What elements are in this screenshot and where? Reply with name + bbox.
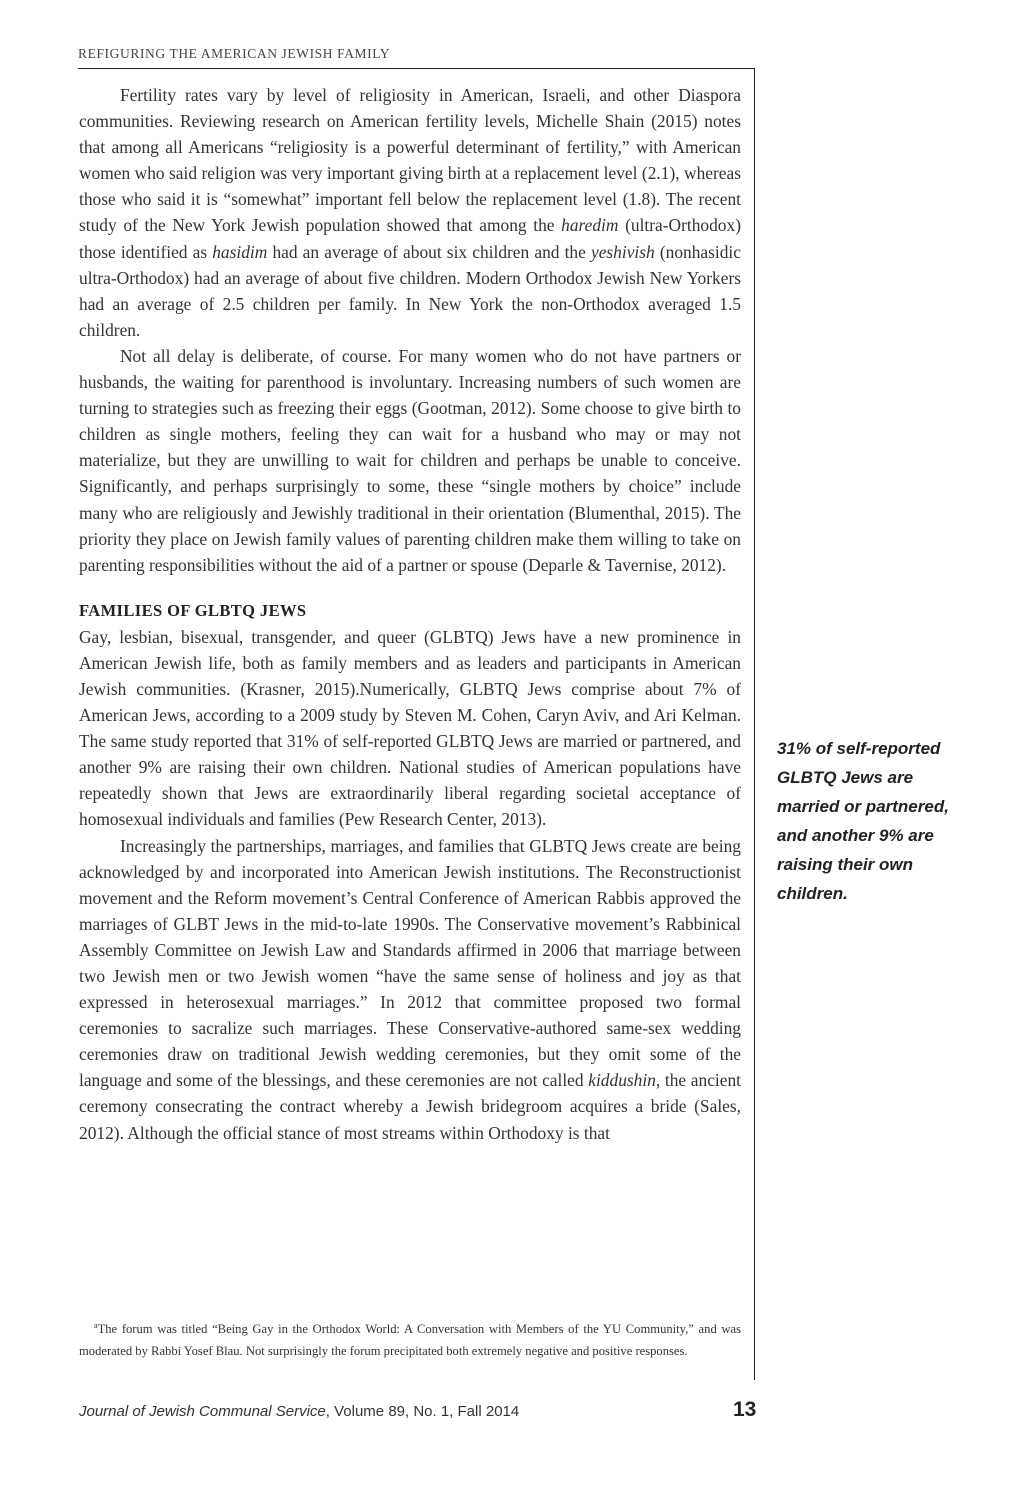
term-kiddushin: kiddushin: [588, 1070, 656, 1091]
page-number: 13: [733, 1398, 757, 1421]
journal-citation: [79, 1403, 519, 1420]
column-divider: [754, 68, 755, 1380]
footnote-text: The forum was titled “Being Gay in the Orthodox World: A Conversation with Members of the YU Community,” and was moderated by Rabbi Yosef Blau. Not surprisingly the forum precipitated both extremely negative and positive responses.: [79, 1322, 741, 1358]
pull-quote: 31% of self-reported GLBTQ Jews are married or partnered, and another 9% are raising their own children.: [777, 739, 949, 903]
paragraph-glbtq: Gay, lesbian, bisexual, transgender, and queer (GLBTQ) Jews have a new prominence in American Jewish life, both as family members and as leaders and participants in American Jewish communities. (Krasner, 2015).Numerically, GLBTQ Jews comprise about 7% of American Jews, according to a 2009 study by Steven M. Cohen, Caryn Aviv, and Ari Kelman. The same study reported that 31% of self-reported GLBTQ Jews are married or partnered, and another 9% are raising their own children. National studies of American populations have repeatedly shown that Jews are extraordinarily liberal regarding societal acceptance of homosexual individuals and families (Pew Research Center, 2013).: [79, 626, 741, 830]
paragraph-fertility: Fertility rates vary by level of religiosity in American, Israeli, and other Diaspora communities. Reviewing research on American fertility levels, Michelle Shain (2015) notes that among all Americans “religiosity is a powerful determinant of fertility,” with American women who said religion was very important giving birth at a replacement level (2.1), whereas those who said it is “somewhat” important fell below the replacement level (1.8). The recent study of the New York Jewish population showed that among the haredim (ultra-Orthodox) those identified as hasidim had an average of about six children and the yeshivish (nonhasidic ultra-Orthodox) had an average of about five children. Modern Orthodox Jewish New Yorkers had an average of 2.5 children per family. In New York the non-Orthodox averaged 1.5 children.: [79, 85, 741, 340]
running-head: REFIGURING THE AMERICAN JEWISH FAMILY: [78, 46, 391, 61]
paragraph-institutions: Increasingly the partnerships, marriages, and families that GLBTQ Jews create are being acknowledged by and incorporated into American Jewish institutions. The Reconstructionist movement and the Reform movement’s Central Conference of American Rabbis approved the marriages of GLBT Jews in the mid-to-late 1990s. The Conservative movement’s Rabbinical Assembly Committee on Jewish Law and Standards affirmed in 2006 that marriage between two Jewish men or two Jewish women “have the same sense of holiness and joy as that expressed in heterosexual marriages.” In 2012 that committee proposed two formal ceremonies to sacralize such marriages. These Conservative-authored same-sex wedding ceremonies draw on traditional Jewish wedding ceremonies, but they omit some of the language and some of the blessings, and these ceremonies are not called kiddushin, the ancient ceremony consecrating the contract whereby a Jewish bridegroom acquires a bride (Sales, 2012). Although the official stance of most streams within Orthodoxy is that: [79, 835, 741, 1143]
section-heading: FAMILIES OF GLBTQ JEWS: [79, 600, 307, 620]
term-haredim: haredim: [561, 215, 619, 236]
journal-title: Journal of Jewish Communal Service: [79, 1403, 326, 1420]
term-hasidim: hasidim: [212, 241, 268, 262]
header-rule: [78, 68, 755, 69]
term-yeshivish: yeshivish: [590, 241, 655, 262]
main-column: [79, 82, 741, 1146]
footnote: [79, 1315, 741, 1362]
journal-issue: , Volume 89, No. 1, Fall 2014: [325, 1403, 520, 1420]
footnote-marker: a: [94, 1321, 98, 1330]
paragraph-delay: Not all delay is deliberate, of course. For many women who do not have partners or husbands, the waiting for parenthood is involuntary. Increasing numbers of such women are turning to strategies such as freezing their eggs (Gootman, 2012). Some choose to give birth to children as single mothers, feeling they can wait for a husband who may or may not materialize, but they are unwilling to wait for children and perhaps be unable to conceive. Significantly, and perhaps surprisingly to some, these “single mothers by choice” include many who are religiously and Jewishly traditional in their orientation (Blumenthal, 2015). The priority they place on Jewish family values of parenting children make them willing to take on parenting responsibilities without the aid of a partner or spouse (Deparle & Tavernise, 2012).: [79, 345, 741, 575]
